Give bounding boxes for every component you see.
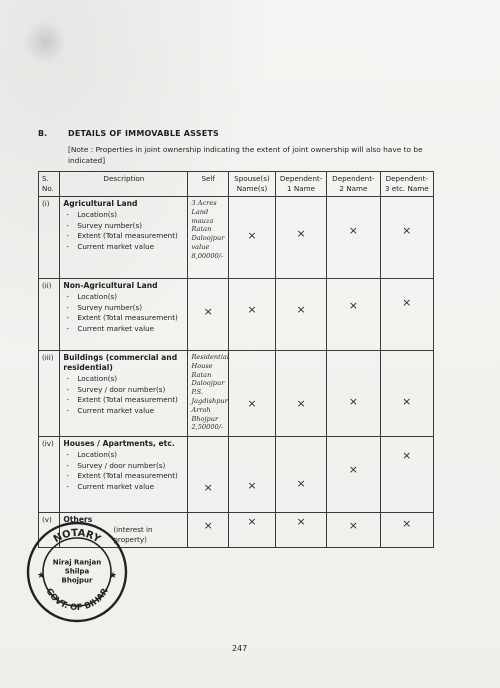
seal-top-text: NOTARY — [51, 527, 103, 546]
row-number: (iii) — [39, 351, 60, 437]
svg-text:★: ★ — [109, 571, 118, 581]
table-row — [39, 437, 434, 513]
svg-text:★: ★ — [37, 571, 46, 581]
field-item: - Survey number(s) — [63, 303, 184, 314]
table-row — [39, 197, 434, 279]
row-number: (ii) — [39, 279, 60, 351]
field-item: - Extent (Total measurement) — [63, 231, 184, 242]
cross-mark: × — [247, 303, 257, 316]
dependent-3-entry — [380, 351, 433, 437]
section-title: DETAILS OF IMMOVABLE ASSETS — [68, 129, 220, 138]
cross-mark: × — [402, 395, 412, 408]
row-description — [60, 437, 188, 513]
cross-mark: × — [203, 481, 213, 494]
field-item: - Current market value — [63, 242, 184, 253]
field-item: - Current market value — [63, 406, 184, 417]
dependent-2-entry — [327, 351, 380, 437]
scan-smudge — [22, 22, 68, 62]
seal-place: Bhojpur — [61, 576, 93, 585]
row-description — [60, 351, 188, 437]
field-item: - Location(s) — [63, 292, 184, 303]
seal-center — [53, 559, 101, 586]
row-number: (iv) — [39, 437, 60, 513]
field-item: - Survey / door number(s) — [63, 385, 184, 396]
svg-text:GOVT. OF BIHAR — [43, 586, 110, 613]
cross-mark: × — [247, 479, 257, 492]
cross-mark: × — [402, 296, 412, 309]
dependent-1-entry — [275, 437, 326, 513]
row-title: Agricultural Land — [63, 199, 138, 208]
self-entry — [188, 279, 229, 351]
dependent-2-entry — [327, 513, 380, 548]
row-title: Buildings (commercial and residential) — [63, 353, 178, 372]
spouse-entry — [229, 197, 276, 279]
cross-mark: × — [203, 519, 213, 532]
self-entry — [188, 437, 229, 513]
row-number: (i) — [39, 197, 60, 279]
cross-mark: × — [247, 397, 257, 410]
cross-mark: × — [296, 303, 306, 316]
dependent-3-entry — [380, 513, 433, 548]
handwritten-entry: Residential House Ratan Daloojpur P.S. Jagdishpur Arrah Bhojpur 2,50000/- — [191, 353, 229, 432]
cross-mark: × — [402, 224, 412, 237]
cross-mark: × — [296, 397, 306, 410]
cross-mark: × — [348, 299, 358, 312]
seal-bottom-text: GOVT. OF BIHAR — [43, 586, 111, 614]
dependent-3-entry — [380, 279, 433, 351]
cross-mark: × — [402, 517, 412, 530]
field-item: - Extent (Total measurement) — [63, 471, 184, 482]
cross-mark: × — [247, 515, 257, 528]
row-number: (v) — [39, 513, 60, 548]
handwritten-entry: 3 Acres Land mauza Ratan Daloojpur value 8,00000/- — [191, 199, 225, 260]
cross-mark: × — [296, 227, 306, 240]
header-dependent-2: Dependent-2 Name — [327, 172, 380, 197]
cross-mark: × — [296, 477, 306, 490]
cross-mark: × — [348, 395, 358, 408]
header-spouse: Spouse(s) Name(s) — [229, 172, 276, 197]
dependent-2-entry — [327, 279, 380, 351]
row-description — [60, 197, 188, 279]
spouse-entry — [229, 351, 276, 437]
field-item: - Location(s) — [63, 210, 184, 221]
field-item: - Current market value — [63, 482, 184, 493]
cross-mark: × — [348, 519, 358, 532]
table-header-row — [39, 172, 434, 197]
table-row — [39, 351, 434, 437]
self-entry — [188, 197, 229, 279]
notary-seal — [25, 520, 129, 624]
field-item: - Location(s) — [63, 450, 184, 461]
table-row — [39, 279, 434, 351]
spouse-entry — [229, 279, 276, 351]
seal-line-2: Shilpa — [64, 567, 90, 576]
cross-mark: × — [348, 463, 358, 476]
dependent-2-entry — [327, 197, 380, 279]
cross-mark: × — [402, 449, 412, 462]
header-sno: S. No. — [39, 172, 60, 197]
field-item: - Extent (Total measurement) — [63, 313, 184, 324]
header-dependent-3: Dependent-3 etc. Name — [380, 172, 433, 197]
dependent-3-entry — [380, 197, 433, 279]
cross-mark: × — [296, 515, 306, 528]
row-title: Non-Agricultural Land — [63, 281, 158, 290]
cross-mark: × — [203, 305, 213, 318]
header-dependent-1: Dependent-1 Name — [275, 172, 326, 197]
section-label: B. — [38, 129, 48, 138]
immovable-assets-table — [38, 171, 434, 548]
self-entry — [188, 513, 229, 548]
row-description — [60, 279, 188, 351]
seal-name: Niraj Ranjan — [52, 558, 102, 567]
row-subtext: (interest in property) — [113, 525, 153, 544]
field-item: - Extent (Total measurement) — [63, 395, 184, 406]
header-self: Self — [188, 172, 229, 197]
cross-mark: × — [247, 229, 257, 242]
field-item: - Survey / door number(s) — [63, 461, 184, 472]
cross-mark: × — [348, 224, 358, 237]
spouse-entry — [229, 437, 276, 513]
field-item: - Survey number(s) — [63, 221, 184, 232]
self-entry — [188, 351, 229, 437]
dependent-3-entry — [380, 437, 433, 513]
field-item: - Current market value — [63, 324, 184, 335]
header-description: Description — [60, 172, 188, 197]
dependent-1-entry — [275, 351, 326, 437]
row-title: Others — [63, 515, 93, 524]
dependent-1-entry — [275, 513, 326, 548]
svg-text:NOTARY — [52, 528, 103, 546]
dependent-1-entry — [275, 279, 326, 351]
section-note: [Note : Properties in joint ownership indicating the extent of joint ownership will also have to be indicated] — [68, 145, 423, 165]
dependent-1-entry — [275, 197, 326, 279]
field-item: - Location(s) — [63, 374, 184, 385]
dependent-2-entry — [327, 437, 380, 513]
row-title: Houses / Apartments, etc. — [63, 439, 175, 448]
spouse-entry — [229, 513, 276, 548]
page-number: 247 — [232, 644, 248, 653]
